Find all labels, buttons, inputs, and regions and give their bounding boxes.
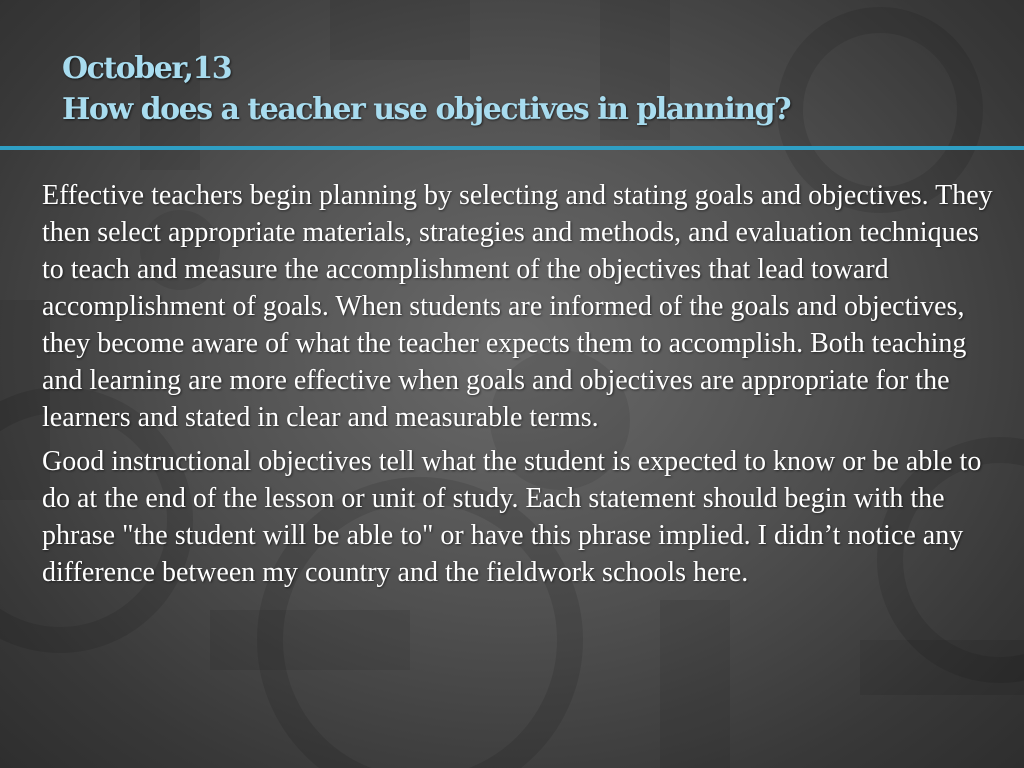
slide-title (62, 48, 1002, 130)
slide-title-date: October,13 (62, 51, 232, 86)
title-divider (0, 146, 1024, 150)
slide-body (42, 177, 1002, 598)
body-paragraph-1: Effective teachers begin planning by selecting and stating goals and objectives. They then select appropriate materials, strategies and methods, and evaluation techniques to teach and measure the accomplishment of the objectives that lead toward accomplishment of goals. When students are informed of the goals and objectives, they become aware of what the teacher expects them to accomplish. Both teaching and learning are more effective when goals and objectives are appropriate for the learners and stated in clear and measurable terms. (42, 180, 993, 433)
body-paragraph-2: Good instructional objectives tell what the student is expected to know or be able to do at the end of the lesson or unit of study. Each statement should begin with the phrase "the student will be able to" or have this phrase implied. I didn’t notice any difference between my country and the fieldwork schools here. (42, 446, 982, 588)
slide-title-question: How does a teacher use objectives in planning? (62, 92, 791, 127)
